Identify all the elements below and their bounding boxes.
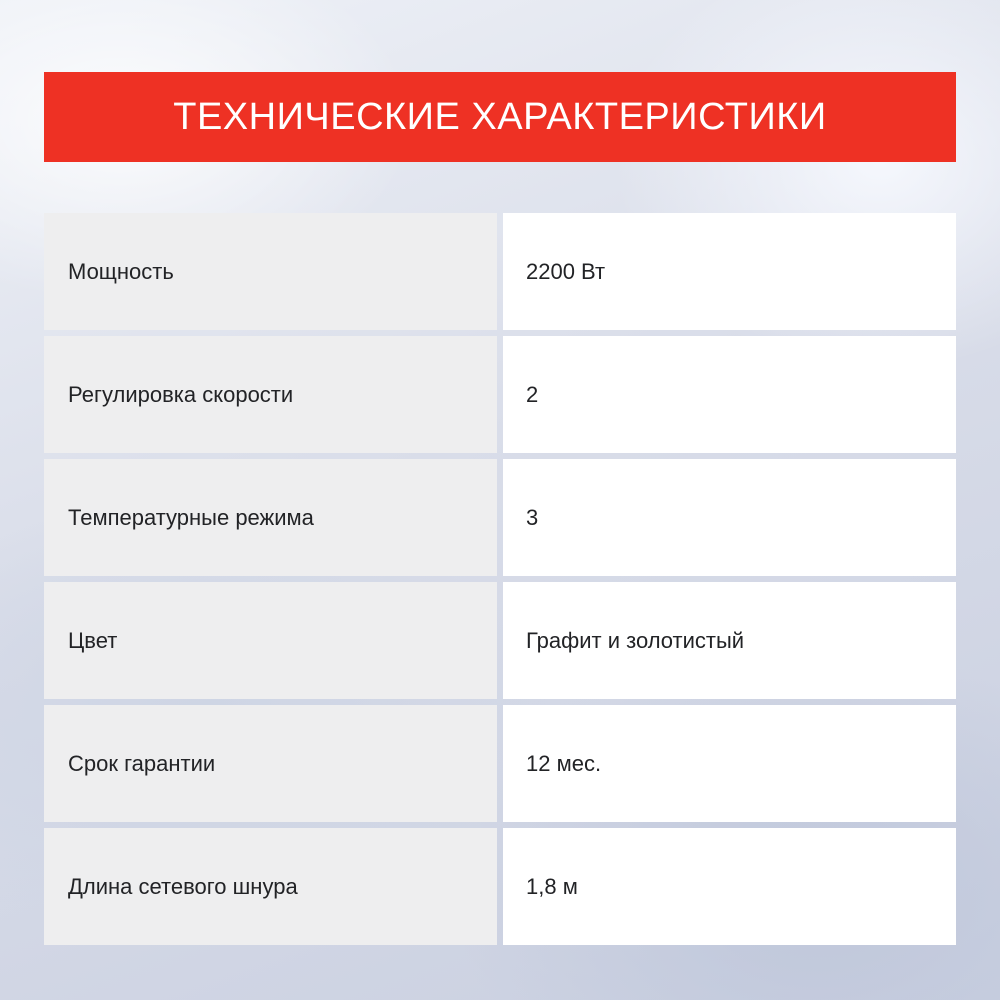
- spec-value: 12 мес.: [526, 750, 602, 776]
- spec-label-cell: [44, 459, 497, 576]
- spec-value: 1,8 м: [526, 873, 578, 899]
- spec-label: Срок гарантии: [68, 750, 216, 776]
- spec-value-cell: [503, 582, 956, 699]
- spec-table: [44, 213, 956, 945]
- spec-label-cell: [44, 828, 497, 945]
- spec-value: Графит и золотистый: [526, 627, 745, 653]
- spec-value-cell: [503, 705, 956, 822]
- spec-label: Цвет: [68, 627, 118, 653]
- spec-label-cell: [44, 705, 497, 822]
- spec-label-cell: [44, 213, 497, 330]
- spec-row: [44, 336, 956, 453]
- spec-value: 3: [526, 504, 539, 530]
- spec-value: 2200 Вт: [526, 258, 606, 284]
- spec-row: [44, 582, 956, 699]
- spec-row: [44, 828, 956, 945]
- spec-value-cell: [503, 213, 956, 330]
- spec-row: [44, 705, 956, 822]
- spec-label: Температурные режима: [68, 504, 314, 530]
- spec-label-cell: [44, 336, 497, 453]
- spec-label: Регулировка скорости: [68, 381, 294, 407]
- banner-title: ТЕХНИЧЕСКИЕ ХАРАКТЕРИСТИКИ: [173, 95, 827, 138]
- spec-value: 2: [526, 381, 539, 407]
- spec-row: [44, 213, 956, 330]
- spec-value-cell: [503, 828, 956, 945]
- spec-value-cell: [503, 459, 956, 576]
- title-banner: [44, 72, 956, 162]
- spec-label: Мощность: [68, 258, 174, 284]
- spec-label: Длина сетевого шнура: [68, 873, 298, 899]
- spec-label-cell: [44, 582, 497, 699]
- spec-value-cell: [503, 336, 956, 453]
- spec-row: [44, 459, 956, 576]
